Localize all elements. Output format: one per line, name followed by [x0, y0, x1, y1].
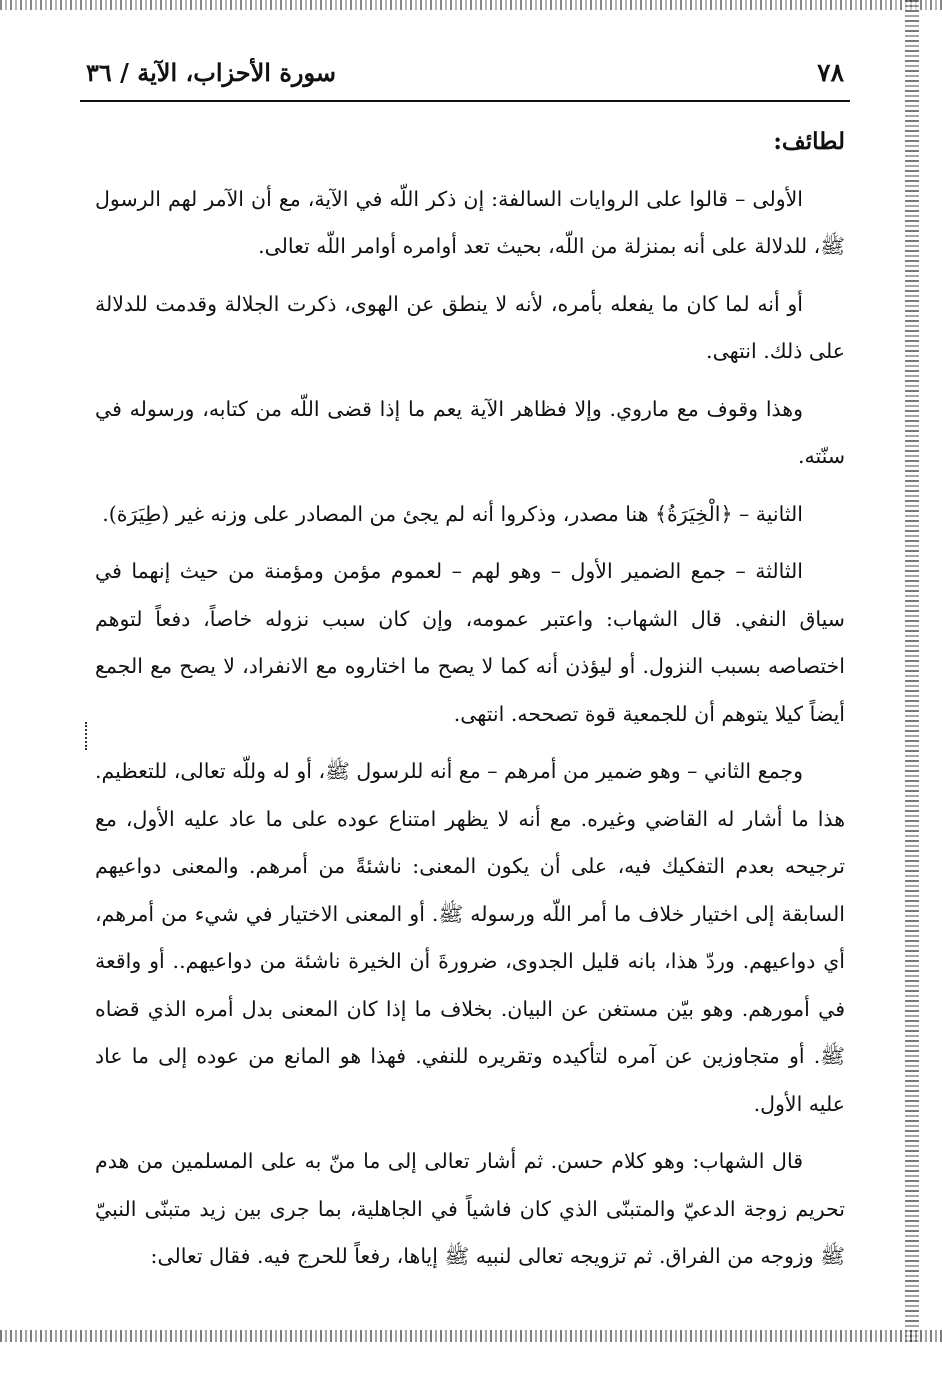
running-title: سورة الأحزاب، الآية / ٣٦	[86, 58, 336, 87]
page-number: ٧٨	[817, 58, 844, 87]
margin-mark	[85, 722, 89, 750]
decorative-border-bottom	[0, 1330, 942, 1342]
page-body	[95, 118, 845, 1291]
paragraph-comment: وهذا وقوف مع ماروي. وإلا فظاهر الآية يعم ما إذا قضى اللّه من كتابه، ورسوله في سنّته.	[95, 396, 845, 468]
paragraph-second-point: الثانية – ﴿الْخِيَرَةُ﴾ هنا مصدر، وذكروا أنه لم يجئ من المصادر على وزنه غير (طِيَرَة).	[102, 501, 803, 526]
decorative-border-top	[0, 0, 942, 10]
paragraph-alternative: أو أنه لما كان ما يفعله بأمره، لأنه لا ينطق عن الهوى، ذكرت الجلالة وقدمت للدلالة على ذلك. انتهى.	[95, 291, 845, 363]
paragraph-shihab-quote: قال الشهاب: وهو كلام حسن. ثم أشار تعالى إلى ما منّ به على المسلمين من هدم تحريم زوجة الدعيّ والمتبنّى الذي كان فاشياً في الجاهلية، بما جرى بين زيد متبنّى النبيّ ﷺ وزوجه من الفراق. ثم تزويجه تعالى لنبيه ﷺ إياها، رفعاً للحرج فيه. فقال تعالى:	[95, 1149, 845, 1268]
paragraph-first-point: الأولى – قالوا على الروايات السالفة: إن ذكر اللّه في الآية، مع أن الآمر لهم الرسول ﷺ، للدلالة على أنه بمنزلة من اللّه، بحيث تعد أوامره أوامر اللّه تعالى.	[95, 186, 845, 258]
paragraph-third-point: الثالثة – جمع الضمير الأول – وهو لهم – لعموم مؤمن ومؤمنة من حيث إنهما في سياق النفي. قال الشهاب: واعتبر عمومه، وإن كان سبب نزوله خاصاً، دفعاً لتوهم اختصاصه بسبب النزول. أو ليؤذن أنه كما لا يصح ما اختاروه مع الانفراد، لا يصح مع الجمع أيضاً كيلا يتوهم أن للجمعية قوة تصححه. انتهى.	[95, 559, 845, 726]
decorative-border-right	[905, 0, 919, 1342]
page-header	[80, 58, 850, 102]
section-heading: لطائف:	[773, 128, 845, 155]
paragraph-second-pronoun: وجمع الثاني – وهو ضمير من أمرهم – مع أنه للرسول ﷺ، أو له وللّه تعالى، للتعظيم. هذا ما أشار له القاضي وغيره. مع أنه لا يظهر امتناع عوده على ما عاد عليه الأول، مع ترجيحه بعدم التفكيك فيه، على أن يكون المعنى: ناشئةً من أمرهم. والمعنى دواعيهم السابقة إلى اختيار خلاف ما أمر اللّه ورسوله ﷺ. أو المعنى الاختيار في شيء من أمرهم، أي دواعيهم. وردّ هذا، بانه قليل الجدوى، ضرورةَ أن الخيرة ناشئة من دواعيهم.. أو واقعة في أمورهم. وهو بيّن مستغن عن البيان. بخلاف ما إذا كان المعنى بدل أمره الذي قضاه ﷺ. أو متجاوزين عن آمره لتأكيده وتقريره للنفي. فهذا هو المانع من عوده إلى ما عاد عليه الأول.	[95, 759, 846, 1116]
